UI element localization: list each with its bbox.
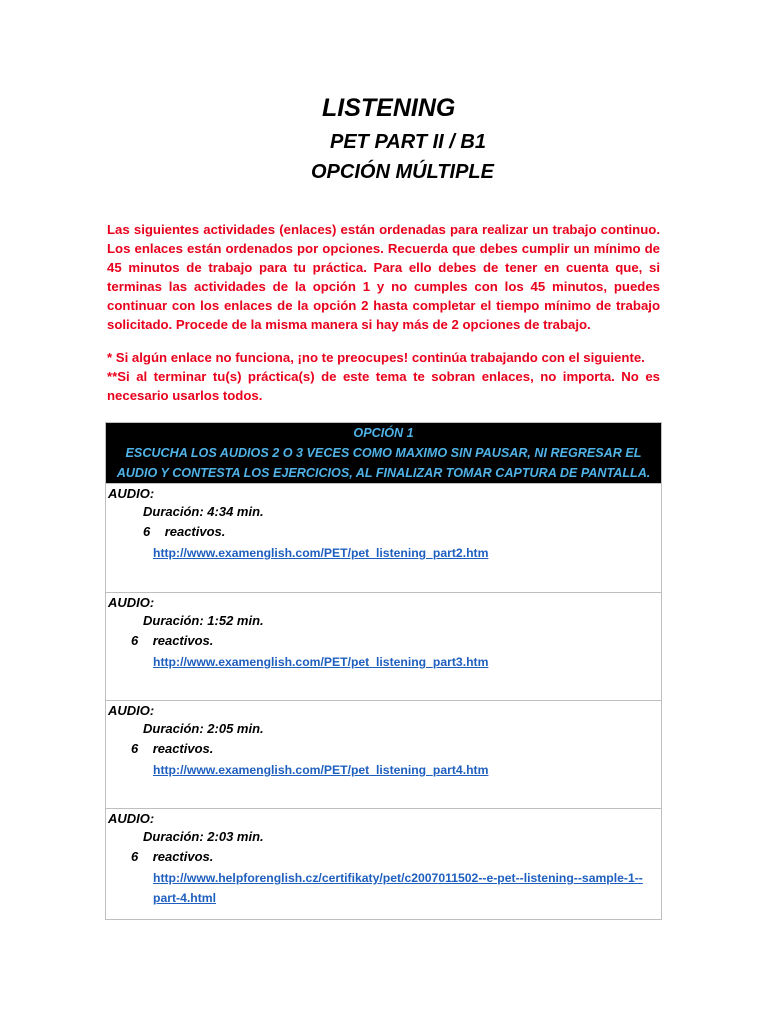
notes — [107, 348, 660, 405]
page-subtitle: PET PART II / B1 — [330, 131, 486, 153]
page-subtitle-2: OPCIÓN MÚLTIPLE — [311, 161, 494, 183]
page-title: LISTENING — [322, 94, 456, 122]
audio-link[interactable]: http://www.examenglish.com/PET/pet_listening_part3.htm — [153, 655, 489, 669]
audio-row — [106, 701, 662, 809]
audio-link-line-2[interactable]: part-4.html — [153, 891, 216, 905]
audio-link-line-1[interactable]: http://www.helpforenglish.cz/certifikaty/pet/c2007011502--e-pet--listening--sample-1-- — [153, 871, 643, 885]
option-instructions-1: ESCUCHA LOS AUDIOS 2 O 3 VECES COMO MAXIMO SIN PAUSAR, NI REGRESAR EL — [125, 446, 642, 460]
audio-link[interactable] — [153, 868, 663, 908]
audio-items: 6 reactivos. — [131, 741, 214, 756]
audio-label: AUDIO: — [108, 811, 155, 826]
audio-label: AUDIO: — [108, 703, 155, 718]
audio-duration: Duración: 2:05 min. — [143, 721, 264, 736]
options-table — [105, 422, 662, 920]
audio-row — [106, 809, 662, 920]
audio-link[interactable]: http://www.examenglish.com/PET/pet_listening_part2.htm — [153, 546, 489, 560]
audio-duration: Duración: 1:52 min. — [143, 613, 264, 628]
audio-items: 6 reactivos. — [143, 524, 226, 539]
audio-row — [106, 593, 662, 701]
audio-label: AUDIO: — [108, 486, 155, 501]
option-instructions-2: AUDIO Y CONTESTA LOS EJERCICIOS, AL FINALIZAR TOMAR CAPTURA DE PANTALLA. — [116, 466, 651, 480]
option-title: OPCIÓN 1 — [353, 426, 414, 440]
audio-link[interactable]: http://www.examenglish.com/PET/pet_listening_part4.htm — [153, 763, 489, 777]
audio-items: 6 reactivos. — [131, 849, 214, 864]
audio-duration: Duración: 4:34 min. — [143, 504, 264, 519]
intro-paragraph: Las siguientes actividades (enlaces) están ordenadas para realizar un trabajo continuo. Los enlaces están ordenados por opciones. Recuerda que debes cumplir un mínimo de 45 minutos de trabajo para tu práctica. Para ello debes de tener en cuenta que, si terminas las actividades de la opción 1 y no cumples con los 45 minutos, puedes continuar con los enlaces de la opción 2 hasta completar el tiempo mínimo de trabajo solicitado. Procede de la misma manera si hay más de 2 opciones de trabajo. — [107, 222, 660, 332]
audio-items: 6 reactivos. — [131, 633, 214, 648]
audio-row — [106, 484, 662, 593]
option-header — [106, 423, 662, 484]
note-1: * Si algún enlace no funciona, ¡no te preocupes! continúa trabajando con el siguiente. — [107, 350, 645, 365]
note-2: **Si al terminar tu(s) práctica(s) de este tema te sobran enlaces, no importa. No es necesario usarlos todos. — [107, 369, 660, 403]
audio-label: AUDIO: — [108, 595, 155, 610]
audio-duration: Duración: 2:03 min. — [143, 829, 264, 844]
